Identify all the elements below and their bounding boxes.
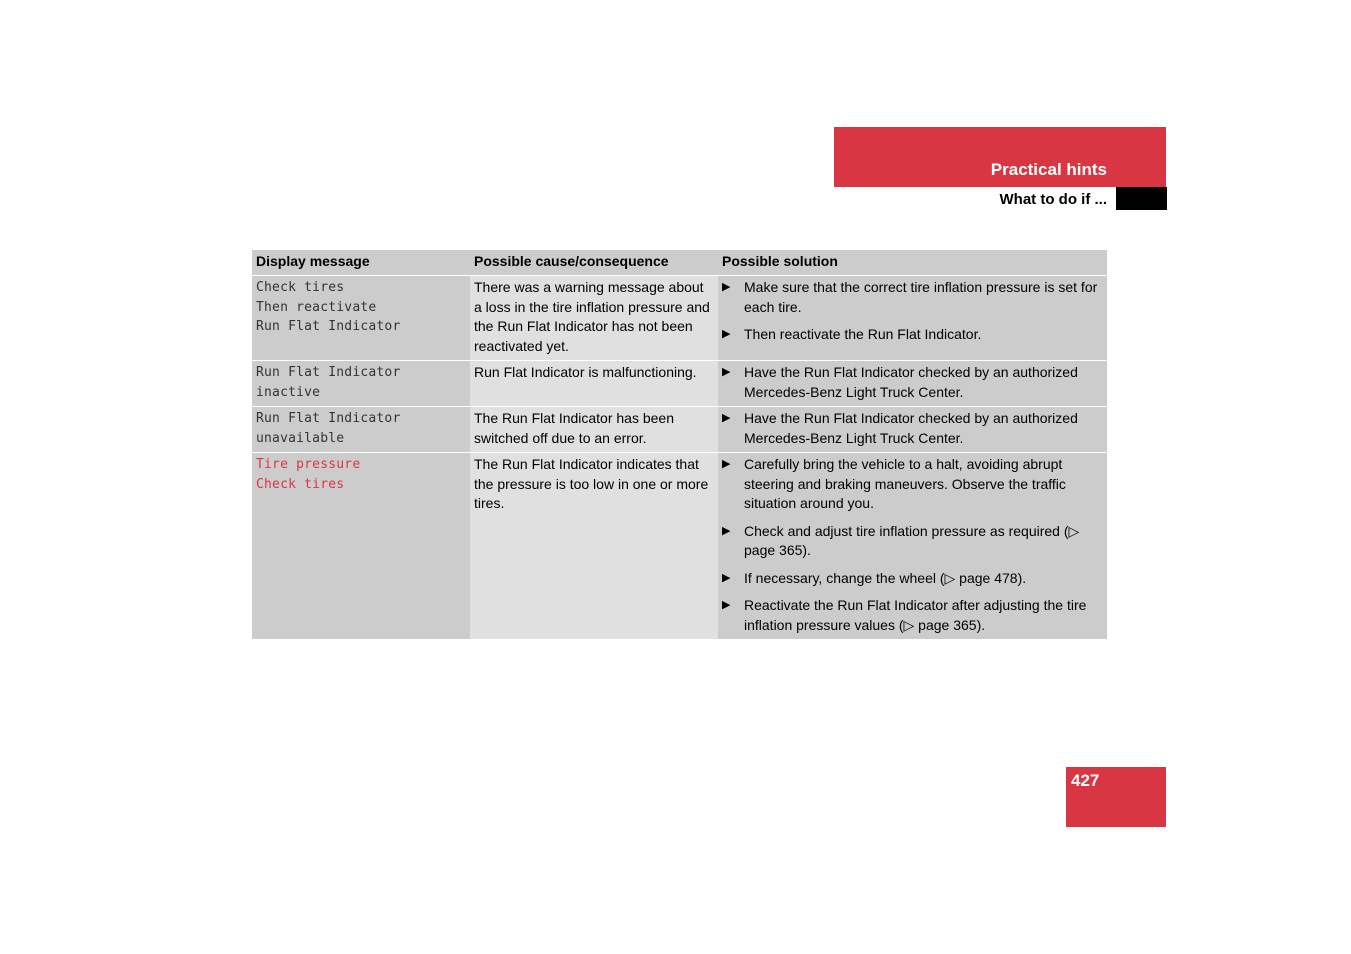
display-message-cell xyxy=(252,276,470,361)
right-triangle-icon: ▶ xyxy=(722,328,731,340)
section-title: Practical hints xyxy=(990,160,1107,179)
display-message-line: inactive xyxy=(256,384,321,400)
solution-item xyxy=(722,455,1103,514)
right-triangle-icon: ▶ xyxy=(722,524,731,537)
solution-cell xyxy=(718,276,1107,361)
column-header-display-message: Display message xyxy=(252,250,470,276)
display-message-line: Then reactivate xyxy=(256,299,377,315)
display-message-line: unavailable xyxy=(256,430,345,446)
section-tab-marker xyxy=(1116,187,1167,210)
display-message-line: Run Flat Indicator xyxy=(256,365,401,380)
display-messages-table xyxy=(252,250,1107,639)
solution-item xyxy=(722,596,1103,635)
display-message-line: Tire pressure xyxy=(256,457,361,472)
solution-cell xyxy=(718,407,1107,453)
column-header-solution: Possible solution xyxy=(718,250,1107,276)
solution-text: Have the Run Flat Indicator checked by an authorized Mercedes-Benz Light Truck Center. xyxy=(744,410,1078,446)
right-triangle-icon: ▶ xyxy=(722,412,731,424)
right-triangle-icon: ▶ xyxy=(722,599,731,611)
solution-item xyxy=(722,325,1103,345)
table-row xyxy=(252,276,1107,361)
display-message-line: Check tires xyxy=(256,476,345,492)
display-message-cell xyxy=(252,361,470,407)
right-triangle-icon: ▶ xyxy=(722,366,731,378)
display-message-line: Run Flat Indicator xyxy=(256,319,401,334)
solution-item xyxy=(722,569,1103,589)
table-row xyxy=(252,453,1107,640)
column-header-cause: Possible cause/consequence xyxy=(470,250,718,276)
solution-text: Reactivate the Run Flat Indicator after adjusting the tire inflation pressure values (▷ page 365). xyxy=(744,597,1087,633)
table-row xyxy=(252,407,1107,453)
display-message-cell xyxy=(252,407,470,453)
solution-cell xyxy=(718,453,1107,640)
cause-cell: There was a warning message about a loss in the tire inflation pressure and the Run Flat Indicator has not been reactivated yet. xyxy=(470,276,718,361)
table-header-row xyxy=(252,250,1107,276)
display-message-line: Check tires xyxy=(256,280,345,295)
display-message-line: Run Flat Indicator xyxy=(256,411,401,426)
solution-text: Make sure that the correct tire inflation pressure is set for each tire. xyxy=(744,279,1098,315)
solution-text: Have the Run Flat Indicator checked by an authorized Mercedes-Benz Light Truck Center. xyxy=(744,364,1078,400)
right-triangle-icon: ▶ xyxy=(722,281,731,293)
table-row xyxy=(252,361,1107,407)
right-triangle-icon: ▶ xyxy=(722,571,731,584)
page-number: 427 xyxy=(1071,771,1100,790)
table-body xyxy=(252,276,1107,640)
solution-cell xyxy=(718,361,1107,407)
cause-cell: Run Flat Indicator is malfunctioning. xyxy=(470,361,718,407)
solution-text: Check and adjust tire inflation pressure as required (▷ page 365). xyxy=(744,522,1080,558)
cause-cell: The Run Flat Indicator indicates that the pressure is too low in one or more tires. xyxy=(470,453,718,640)
solution-item xyxy=(722,409,1103,448)
solution-item xyxy=(722,522,1103,561)
cause-cell: The Run Flat Indicator has been switched off due to an error. xyxy=(470,407,718,453)
solution-item xyxy=(722,363,1103,402)
solution-text: Carefully bring the vehicle to a halt, avoiding abrupt steering and braking maneuvers. Observe the traffic situation around you. xyxy=(744,456,1066,511)
solution-text: Then reactivate the Run Flat Indicator. xyxy=(744,326,982,342)
right-triangle-icon: ▶ xyxy=(722,458,731,470)
solution-item xyxy=(722,278,1103,317)
subsection-title: What to do if ... xyxy=(999,191,1107,208)
solution-text: If necessary, change the wheel (▷ page 478). xyxy=(744,569,1027,586)
display-message-cell xyxy=(252,453,470,640)
